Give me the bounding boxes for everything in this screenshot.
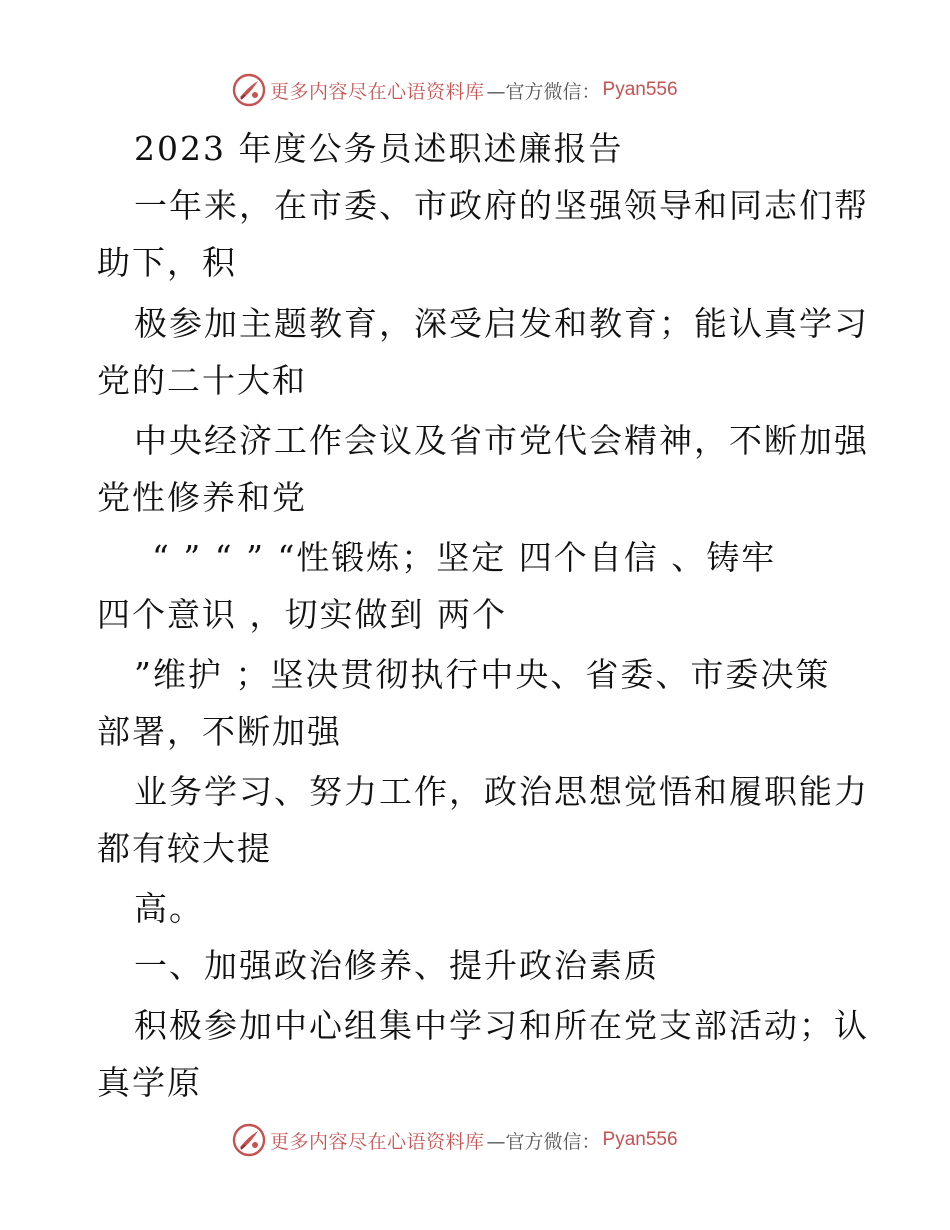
doc-line: 都有较大提: [97, 829, 272, 868]
doc-line: 助下，积: [97, 243, 237, 282]
doc-section-heading: 一、加强政治修养、提升政治素质: [134, 946, 659, 985]
doc-line: 真学原: [97, 1063, 202, 1102]
footer-watermark: [232, 1122, 678, 1158]
doc-line: ”维护 ；坚决贯彻执行中央、省委、市委决策: [134, 655, 831, 694]
doc-line: 党的二十大和: [97, 361, 307, 400]
doc-line: 四个意识 ，切实做到 两个: [97, 595, 507, 634]
header-watermark: [232, 72, 678, 108]
doc-line: 积极参加中心组集中学习和所在党支部活动；认: [134, 1006, 869, 1045]
doc-line: 部署，不断加强: [97, 712, 342, 751]
watermark-wechat-id: Pyan556: [602, 79, 678, 100]
doc-line: 高。: [134, 889, 204, 928]
doc-line: 业务学习、努力工作，政治思想觉悟和履职能力: [134, 772, 869, 811]
doc-line: 极参加主题教育，深受启发和教育；能认真学习: [134, 304, 869, 343]
watermark-site-text: 更多内容尽在心语资料库: [270, 1130, 485, 1153]
watermark-wechat-id: Pyan556: [602, 1129, 678, 1150]
doc-line: 一年来，在市委、市政府的坚强领导和同志们帮: [134, 186, 869, 225]
doc-title: 2023 年度公务员述职述廉报告: [134, 129, 624, 168]
doc-line: “ ” “ ” “性锻炼；坚定 四个自信 、铸牢: [152, 538, 777, 577]
doc-line: 党性修养和党: [97, 478, 307, 517]
watermark-site-text: 更多内容尽在心语资料库: [270, 80, 485, 103]
quill-book-logo-icon: [232, 73, 266, 107]
watermark-official-text: —官方微信：: [486, 1130, 601, 1153]
quill-book-logo-icon: [232, 1123, 266, 1157]
doc-line: 中央经济工作会议及省市党代会精神，不断加强: [134, 421, 869, 460]
watermark-official-text: —官方微信：: [486, 80, 601, 103]
